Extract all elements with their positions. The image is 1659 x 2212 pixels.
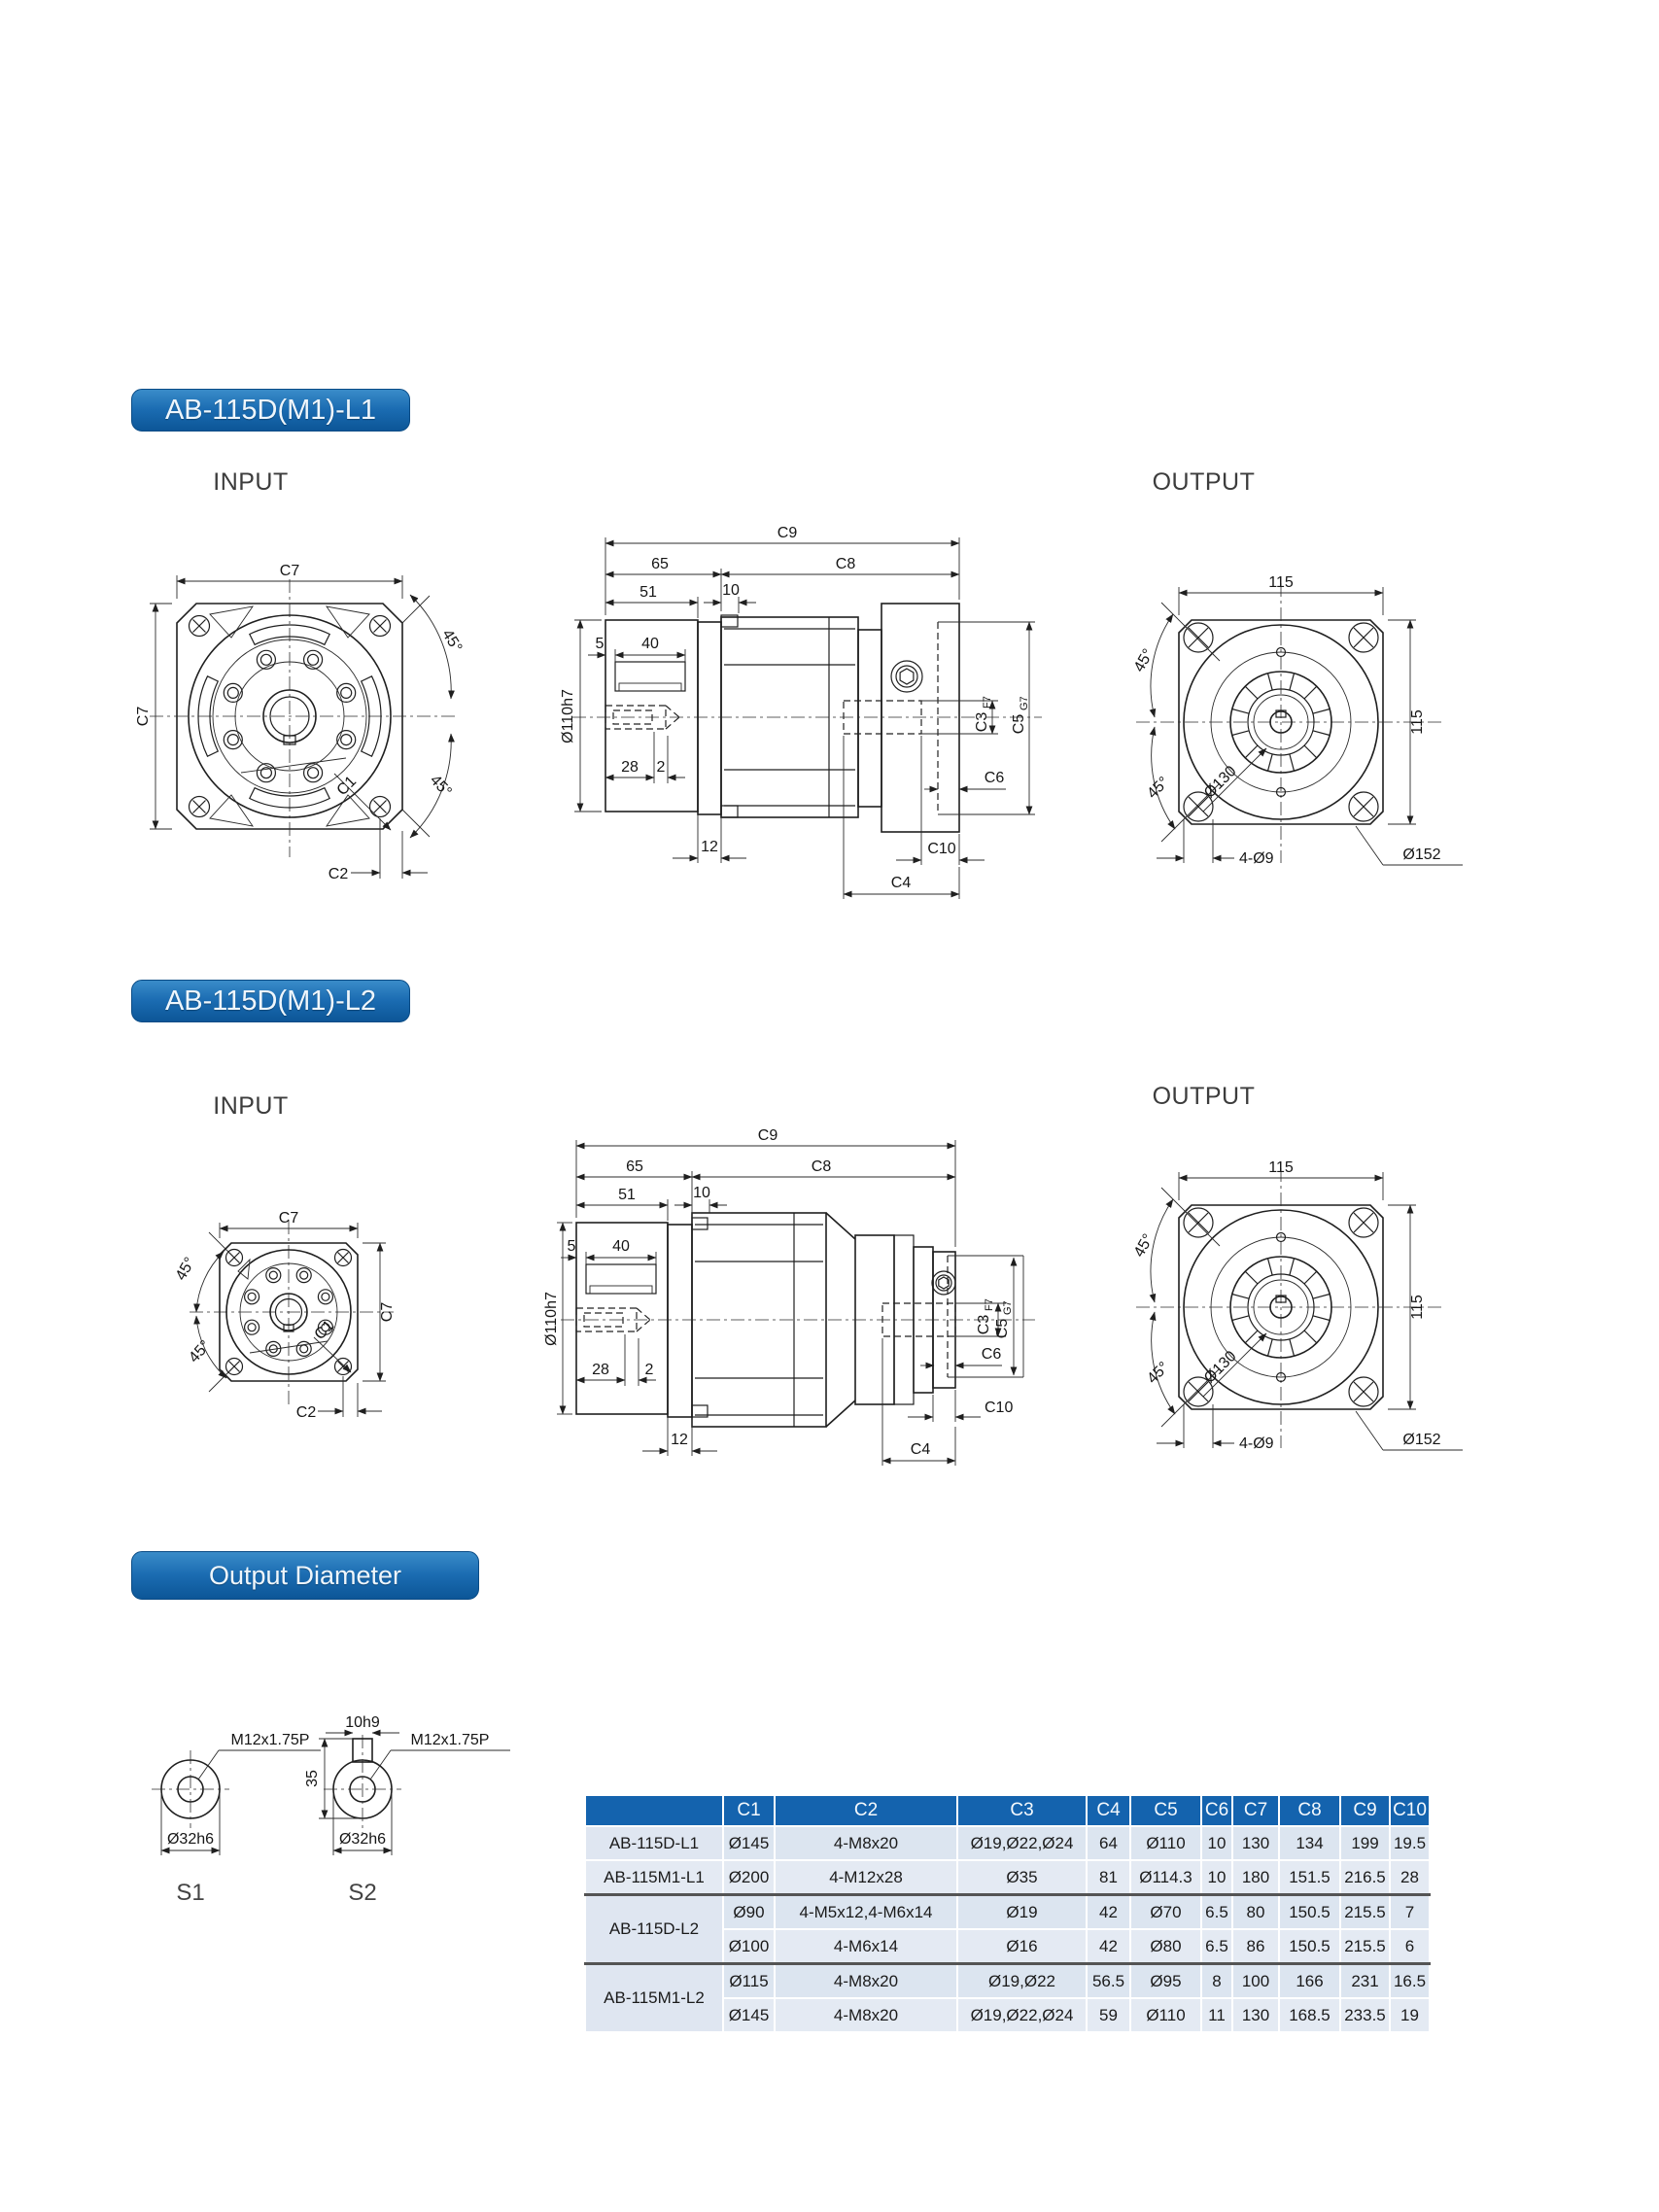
table-cell: 28 xyxy=(1390,1860,1430,1895)
table-row xyxy=(585,1860,1430,1895)
dim-45-bottom: 45° xyxy=(426,772,455,801)
l2-side-drawing xyxy=(543,1121,1045,1534)
dim-shaft-dia: Ø110h7 xyxy=(560,689,576,743)
table-header-c3: C3 xyxy=(957,1795,1087,1826)
dim-dia152: Ø152 xyxy=(1402,1432,1441,1448)
table-cell: 130 xyxy=(1232,1998,1279,2032)
dim-c10: C10 xyxy=(985,1400,1014,1416)
table-cell: 10 xyxy=(1201,1860,1232,1895)
table-header-c6: C6 xyxy=(1201,1795,1232,1826)
table-header-c7: C7 xyxy=(1232,1795,1279,1826)
table-cell: 4-M8x20 xyxy=(775,1998,957,2032)
dim-40: 40 xyxy=(612,1238,630,1255)
dim-45-lower: 45° xyxy=(1144,774,1173,803)
dim-28: 28 xyxy=(621,759,639,776)
table-cell: 86 xyxy=(1232,1929,1279,1964)
table-cell: 216.5 xyxy=(1340,1860,1390,1895)
table-row xyxy=(585,1826,1430,1860)
dim-10: 10 xyxy=(693,1185,710,1201)
dim-5: 5 xyxy=(567,1238,576,1255)
dim-dia130: Ø130 xyxy=(1200,762,1240,802)
l2-output-drawing xyxy=(1123,1157,1531,1540)
dim-45-lower: 45° xyxy=(186,1337,215,1366)
table-cell: Ø35 xyxy=(957,1860,1087,1895)
dim-c5: C5 xyxy=(994,1318,1011,1339)
dim-c9: C9 xyxy=(777,525,798,541)
table-cell: 4-M12x28 xyxy=(775,1860,957,1895)
table-cell: Ø16 xyxy=(957,1929,1087,1964)
dim-12: 12 xyxy=(701,839,718,855)
dim-c7-left: C7 xyxy=(135,706,152,727)
table-cell: 4-M8x20 xyxy=(775,1826,957,1860)
table-cell: 100 xyxy=(1232,1964,1279,1999)
table-cell: 16.5 xyxy=(1390,1964,1430,1999)
dim-c5: C5 xyxy=(1011,713,1027,735)
l1-output-dimensions xyxy=(1131,574,1463,867)
table-corner-cell xyxy=(585,1795,723,1826)
dim-45-upper: 45° xyxy=(1130,1231,1158,1261)
table-cell: 8 xyxy=(1201,1964,1232,1999)
table-cell: 64 xyxy=(1087,1826,1130,1860)
table-header-c4: C4 xyxy=(1087,1795,1130,1826)
dim-c3: C3 xyxy=(974,711,990,733)
table-cell: 166 xyxy=(1279,1964,1340,1999)
table-header-row xyxy=(585,1795,1430,1826)
model-badge-l1: AB-115D(M1)-L1 xyxy=(131,389,410,432)
dim-115-top: 115 xyxy=(1268,574,1294,591)
dim-c2: C2 xyxy=(328,866,349,882)
table-cell: Ø19 xyxy=(957,1895,1087,1930)
s2-thread-label: M12x1.75P xyxy=(410,1732,490,1748)
dim-115-right: 115 xyxy=(1409,709,1426,735)
dim-c3: C3 xyxy=(976,1314,992,1335)
output-label-l2: OUTPUT xyxy=(1152,1083,1256,1110)
model-cell: AB-115M1-L2 xyxy=(585,1964,723,2033)
table-cell: Ø114.3 xyxy=(1130,1860,1201,1895)
dim-45-lower: 45° xyxy=(1144,1359,1173,1388)
s1-thread-label: M12x1.75P xyxy=(230,1732,310,1748)
s2-key-label: 10h9 xyxy=(345,1714,380,1731)
dim-45-upper: 45° xyxy=(172,1255,199,1284)
table-cell: Ø110 xyxy=(1130,1998,1201,2032)
table-cell: 81 xyxy=(1087,1860,1130,1895)
table-cell: 168.5 xyxy=(1279,1998,1340,2032)
table-cell: 19 xyxy=(1390,1998,1430,2032)
dim-65: 65 xyxy=(651,556,669,572)
table-cell: Ø80 xyxy=(1130,1929,1201,1964)
table-header-c1: C1 xyxy=(723,1795,775,1826)
s1-dia-label: Ø32h6 xyxy=(166,1831,215,1848)
table-cell: 10 xyxy=(1201,1826,1232,1860)
l2-output-dimensions xyxy=(1131,1159,1463,1452)
table-cell: 233.5 xyxy=(1340,1998,1390,2032)
table-cell: 150.5 xyxy=(1279,1895,1340,1930)
input-label-l1: INPUT xyxy=(213,468,289,496)
dim-dia130: Ø130 xyxy=(1200,1347,1240,1387)
table-cell: 4-M6x14 xyxy=(775,1929,957,1964)
table-cell: Ø145 xyxy=(723,1826,775,1860)
model-cell: AB-115M1-L1 xyxy=(585,1860,723,1895)
table-cell: 199 xyxy=(1340,1826,1390,1860)
s1-shaft-geometry xyxy=(152,1732,321,1906)
s2-35-label: 35 xyxy=(304,1770,321,1787)
table-cell: 215.5 xyxy=(1340,1895,1390,1930)
table-cell: 11 xyxy=(1201,1998,1232,2032)
dim-45-upper: 45° xyxy=(1130,646,1158,675)
dim-2: 2 xyxy=(656,759,666,776)
table-header-c2: C2 xyxy=(775,1795,957,1826)
dim-c7-right: C7 xyxy=(379,1301,396,1323)
dim-65: 65 xyxy=(626,1158,643,1175)
table-cell: 4-M5x12,4-M6x14 xyxy=(775,1895,957,1930)
s2-label: S2 xyxy=(348,1880,377,1906)
dim-c9: C9 xyxy=(757,1127,778,1144)
dim-28: 28 xyxy=(592,1362,609,1378)
l2-input-geometry xyxy=(190,1221,394,1405)
table-cell: 134 xyxy=(1279,1826,1340,1860)
table-header-c8: C8 xyxy=(1279,1795,1340,1826)
l1-input-dimensions xyxy=(135,563,465,882)
table-cell: Ø200 xyxy=(723,1860,775,1895)
table-cell: 42 xyxy=(1087,1929,1130,1964)
dim-c3-fit: F7 xyxy=(982,696,993,709)
table-cell: 6.5 xyxy=(1201,1895,1232,1930)
s2-dia-label: Ø32h6 xyxy=(338,1831,387,1848)
l1-side-dimensions xyxy=(560,525,1035,899)
l1-output-drawing xyxy=(1123,571,1531,955)
dim-40: 40 xyxy=(641,636,659,652)
model-badge-l2: AB-115D(M1)-L2 xyxy=(131,980,410,1022)
l1-input-drawing xyxy=(117,536,478,916)
table-cell: 7 xyxy=(1390,1895,1430,1930)
table-header-c10: C10 xyxy=(1390,1795,1430,1826)
table-row xyxy=(585,1895,1430,1930)
dim-c1: C1 xyxy=(333,773,361,800)
dim-c8: C8 xyxy=(811,1158,832,1175)
dim-dia152: Ø152 xyxy=(1402,847,1441,863)
s1-label: S1 xyxy=(176,1880,205,1906)
dim-shaft-dia: Ø110h7 xyxy=(543,1292,560,1346)
dim-4dia9: 4-Ø9 xyxy=(1239,850,1274,867)
dim-c2: C2 xyxy=(295,1404,317,1421)
table-header-c9: C9 xyxy=(1340,1795,1390,1826)
table-cell: 180 xyxy=(1232,1860,1279,1895)
table-cell: Ø19,Ø22,Ø24 xyxy=(957,1998,1087,2032)
dim-4dia9: 4-Ø9 xyxy=(1239,1435,1274,1452)
table-cell: Ø115 xyxy=(723,1964,775,1999)
table-cell: Ø95 xyxy=(1130,1964,1201,1999)
dim-10: 10 xyxy=(722,582,740,599)
l1-input-geometry xyxy=(150,579,459,857)
table-cell: Ø110 xyxy=(1130,1826,1201,1860)
table-cell: Ø70 xyxy=(1130,1895,1201,1930)
output-diameter-badge: Output Diameter xyxy=(131,1551,479,1600)
table-cell: 6.5 xyxy=(1201,1929,1232,1964)
dim-c6: C6 xyxy=(984,770,1005,786)
dim-c4: C4 xyxy=(890,875,912,891)
table-cell: 150.5 xyxy=(1279,1929,1340,1964)
table-cell: 59 xyxy=(1087,1998,1130,2032)
dim-c3-fit: F7 xyxy=(984,1298,995,1311)
table-cell: 56.5 xyxy=(1087,1964,1130,1999)
s2-shaft-geometry xyxy=(304,1714,510,1906)
l2-input-drawing xyxy=(160,1211,462,1444)
model-cell: AB-115D-L2 xyxy=(585,1895,723,1964)
table-cell: Ø19,Ø22 xyxy=(957,1964,1087,1999)
dim-45-top: 45° xyxy=(438,626,466,656)
dim-c8: C8 xyxy=(835,556,856,572)
l2-side-geometry xyxy=(561,1213,1035,1427)
dim-c5-fit: G7 xyxy=(1002,1300,1014,1315)
l1-side-drawing xyxy=(559,518,1050,931)
input-label-l2: INPUT xyxy=(213,1092,289,1120)
dim-5: 5 xyxy=(595,636,605,652)
table-cell: 215.5 xyxy=(1340,1929,1390,1964)
dim-c7-top: C7 xyxy=(279,563,300,579)
model-cell: AB-115D-L1 xyxy=(585,1826,723,1860)
output-label-l1: OUTPUT xyxy=(1152,468,1256,496)
dim-c7-top: C7 xyxy=(278,1210,299,1227)
dim-115-right: 115 xyxy=(1409,1295,1426,1320)
dim-c4: C4 xyxy=(910,1441,931,1458)
table-cell: 130 xyxy=(1232,1826,1279,1860)
dim-51: 51 xyxy=(639,584,657,601)
table-cell: 19.5 xyxy=(1390,1826,1430,1860)
table-cell: 42 xyxy=(1087,1895,1130,1930)
table-cell: 4-M8x20 xyxy=(775,1964,957,1999)
dimension-table xyxy=(584,1794,1431,2033)
table-cell: 80 xyxy=(1232,1895,1279,1930)
table-cell: 6 xyxy=(1390,1929,1430,1964)
shaft-options-drawing xyxy=(126,1713,535,1956)
table-cell: Ø19,Ø22,Ø24 xyxy=(957,1826,1087,1860)
dim-c5-fit: G7 xyxy=(1019,696,1030,710)
dim-c10: C10 xyxy=(927,841,956,857)
dim-115-top: 115 xyxy=(1268,1159,1294,1176)
table-cell: 231 xyxy=(1340,1964,1390,1999)
table-header-c5: C5 xyxy=(1130,1795,1201,1826)
dim-c6: C6 xyxy=(981,1346,1002,1363)
table-row xyxy=(585,1964,1430,1999)
dim-51: 51 xyxy=(618,1187,636,1203)
dim-12: 12 xyxy=(671,1432,688,1448)
table-cell: 151.5 xyxy=(1279,1860,1340,1895)
table-cell: Ø100 xyxy=(723,1929,775,1964)
dim-c1: C1 xyxy=(311,1317,338,1344)
table-cell: Ø145 xyxy=(723,1998,775,2032)
l2-input-dimensions xyxy=(173,1210,396,1421)
dim-2: 2 xyxy=(644,1362,654,1378)
table-cell: Ø90 xyxy=(723,1895,775,1930)
